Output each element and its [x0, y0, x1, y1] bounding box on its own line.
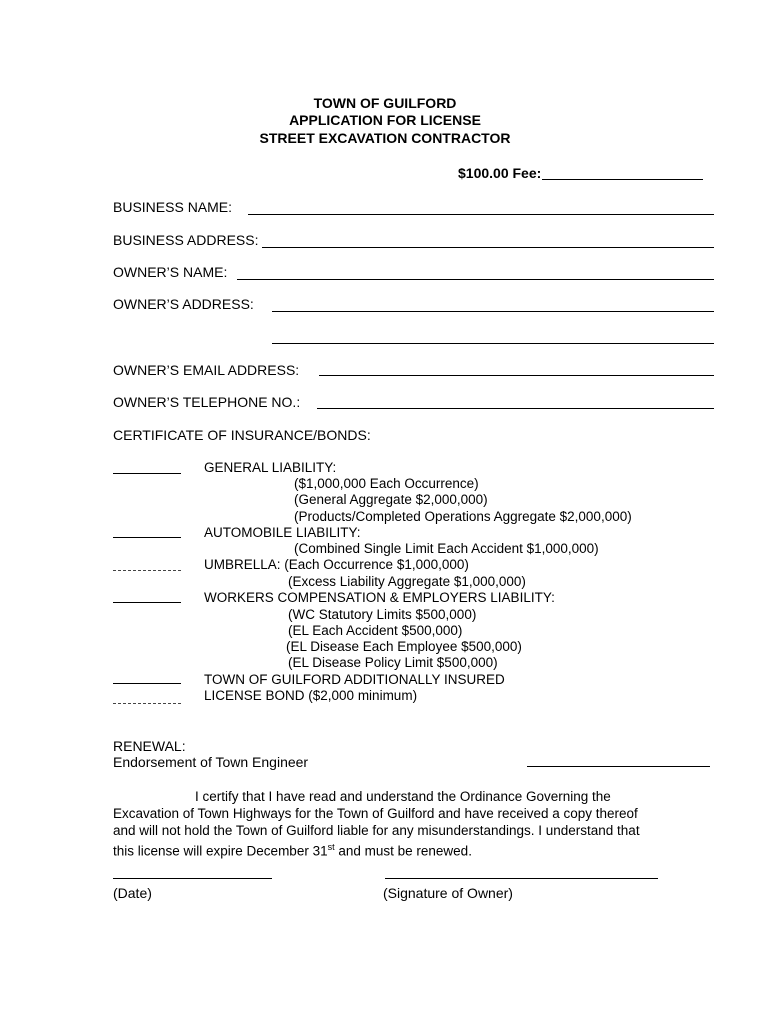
umbrella-label: UMBRELLA: (Each Occurrence $1,000,000): [204, 557, 469, 572]
el-disease-policy-limit: (EL Disease Policy Limit $500,000): [288, 655, 498, 670]
owners-phone-field[interactable]: [317, 408, 714, 409]
certification-paragraph: [113, 788, 673, 860]
owners-email-label: OWNER’S EMAIL ADDRESS:: [113, 362, 300, 378]
umbrella-excess-aggregate: (Excess Liability Aggregate $1,000,000): [288, 574, 526, 589]
fee-label: $100.00 Fee:: [458, 165, 542, 181]
owner-signature-label: (Signature of Owner): [383, 885, 513, 901]
business-address-field[interactable]: [262, 247, 714, 248]
owners-email-field[interactable]: [319, 375, 714, 376]
auto-combined-limit: (Combined Single Limit Each Accident $1,000,000): [294, 541, 599, 556]
license-bond-label: LICENSE BOND ($2,000 minimum): [204, 688, 418, 703]
date-label: (Date): [113, 885, 152, 901]
additionally-insured-checkbox-line[interactable]: [113, 683, 181, 684]
insurance-heading: CERTIFICATE OF INSURANCE/BONDS:: [113, 427, 371, 443]
certification-line-4: [113, 839, 673, 860]
workers-comp-label: WORKERS COMPENSATION & EMPLOYERS LIABILITY:: [204, 590, 555, 605]
certification-line-4-end: and must be renewed.: [334, 843, 472, 859]
auto-liability-checkbox-line[interactable]: [113, 537, 181, 538]
wc-statutory-limits: (WC Statutory Limits $500,000): [288, 607, 477, 622]
owners-phone-label: OWNER’S TELEPHONE NO.:: [113, 394, 301, 410]
form-title-contractor: STREET EXCAVATION CONTRACTOR: [259, 130, 511, 146]
gl-products-aggregate: (Products/Completed Operations Aggregate $2,000,000): [294, 509, 632, 524]
form-title-application: APPLICATION FOR LICENSE: [289, 112, 481, 128]
gl-each-occurrence: ($1,000,000 Each Occurrence): [294, 476, 479, 491]
business-name-label: BUSINESS NAME:: [113, 199, 233, 215]
umbrella-checkbox-line[interactable]: [113, 570, 181, 571]
certification-superscript: st: [327, 842, 335, 852]
certification-line-4-text: this license will expire December 31: [113, 843, 328, 859]
workers-comp-checkbox-line[interactable]: [113, 602, 181, 603]
owners-address-field-line-2[interactable]: [272, 343, 714, 344]
form-title-town: TOWN OF GUILFORD: [313, 95, 457, 111]
business-name-field[interactable]: [248, 214, 714, 215]
additionally-insured-label: TOWN OF GUILFORD ADDITIONALLY INSURED: [204, 672, 505, 687]
town-engineer-signature-line[interactable]: [527, 766, 710, 767]
renewal-heading: RENEWAL:: [113, 738, 186, 754]
owners-name-field[interactable]: [237, 279, 714, 280]
owners-name-label: OWNER’S NAME:: [113, 264, 228, 280]
date-signature-line[interactable]: [113, 878, 272, 879]
certification-line-3: and will not hold the Town of Guilford liable for any misunderstandings. I understand that: [113, 823, 640, 838]
gl-aggregate: (General Aggregate $2,000,000): [294, 492, 488, 507]
general-liability-checkbox-line[interactable]: [113, 473, 181, 474]
general-liability-label: GENERAL LIABILITY:: [204, 460, 337, 475]
fee-blank-line[interactable]: [542, 179, 703, 180]
certification-line-2: Excavation of Town Highways for the Town of Guilford and have received a copy thereof: [113, 806, 638, 821]
owners-address-label: OWNER’S ADDRESS:: [113, 296, 254, 312]
auto-liability-label: AUTOMOBILE LIABILITY:: [204, 525, 361, 540]
business-address-label: BUSINESS ADDRESS:: [113, 232, 259, 248]
el-each-accident: (EL Each Accident $500,000): [288, 623, 463, 638]
renewal-endorsement-label: Endorsement of Town Engineer: [113, 754, 309, 770]
license-bond-checkbox-line[interactable]: [113, 703, 181, 704]
owner-signature-line[interactable]: [385, 878, 658, 879]
el-disease-each-employee: (EL Disease Each Employee $500,000): [286, 639, 522, 654]
owners-address-field-line-1[interactable]: [272, 311, 714, 312]
certification-line-1: I certify that I have read and understand the Ordinance Governing the: [195, 789, 611, 804]
